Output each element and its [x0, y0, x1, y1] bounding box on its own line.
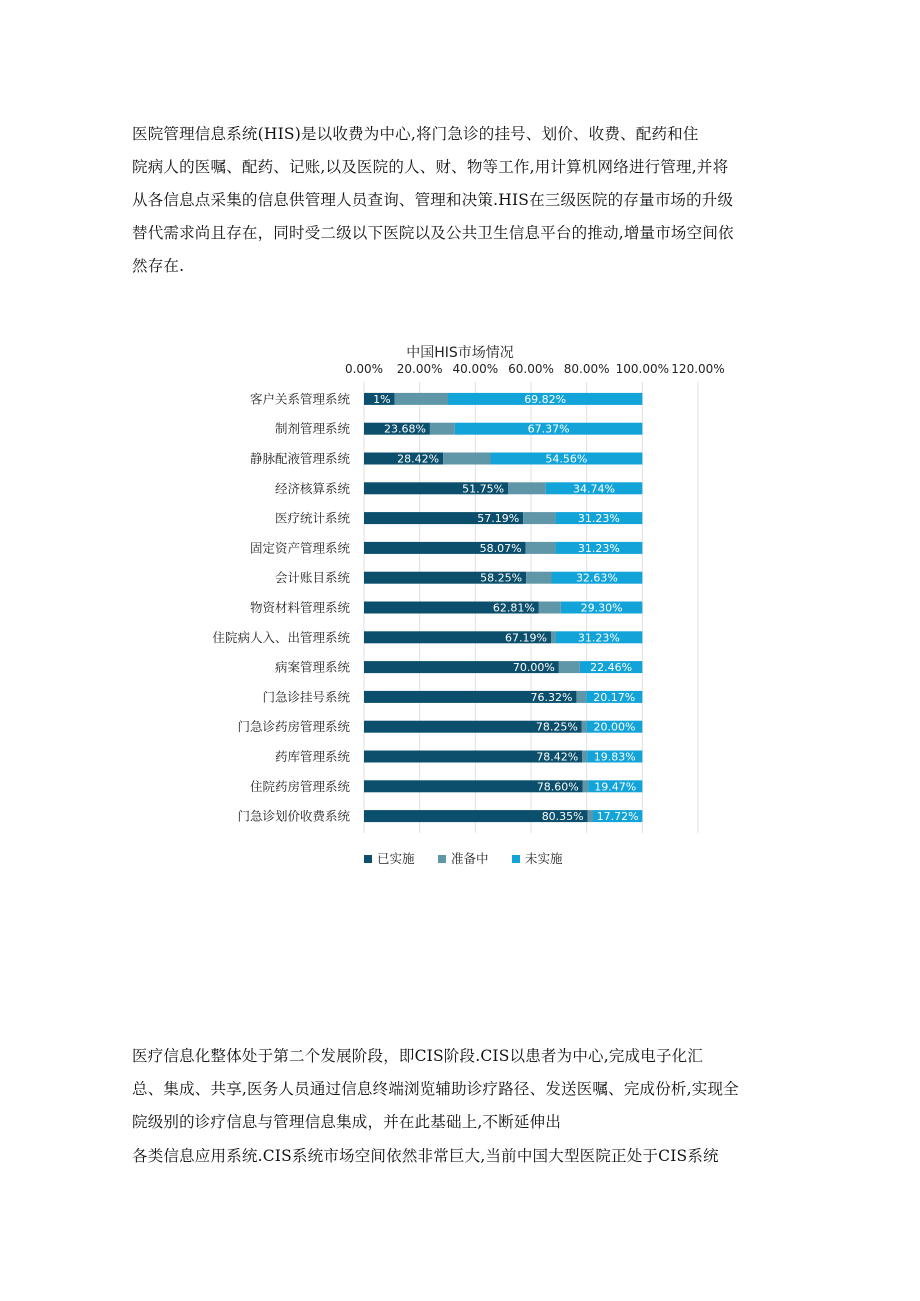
category-label: 经济核算系统 [274, 480, 350, 496]
data-label: 31.23% [577, 541, 620, 555]
bar-segment [526, 572, 551, 584]
data-label: 58.07% [479, 541, 522, 555]
data-label: 19.47% [594, 780, 637, 794]
x-tick-label: 60.00% [508, 362, 554, 376]
paragraph-cis-stage: 医疗信息化整体处于第二个发展阶段，即CIS阶段.CIS以患者为中心,完成电子化汇 总、集成、共享,医务人员通过信息终端浏览辅助诊疗路径、发送医嘱、完成份析,实现全 院级别的诊疗信息与管理信息集成，并在此基础上,不断延伸出 [132, 1047, 739, 1131]
category-label: 住院药房管理系统 [249, 778, 350, 794]
data-label: 69.82% [524, 392, 567, 406]
x-tick-label: 40.00% [452, 362, 499, 376]
data-label: 19.83% [593, 750, 636, 764]
data-label: 57.19% [477, 512, 520, 526]
category-label: 药库管理系统 [274, 749, 350, 764]
data-label: 17.72% [596, 810, 639, 824]
his-market-chart [180, 335, 740, 880]
data-label: 67.19% [505, 631, 548, 645]
data-label: 23.68% [383, 422, 426, 436]
bar-segment [582, 721, 587, 733]
legend-label: 未实施 [525, 851, 563, 866]
legend-label: 准备中 [451, 851, 489, 866]
bar-segment [443, 453, 490, 465]
legend-swatch [512, 855, 520, 863]
category-label: 固定资产管理系统 [249, 540, 350, 556]
category-label: 门急诊挂号系统 [262, 689, 350, 705]
category-label: 住院病人入、出管理系统 [212, 629, 350, 645]
chart-title: 中国HIS市场情况 [406, 345, 514, 361]
data-label: 76.32% [530, 690, 573, 704]
category-label: 门急诊药房管理系统 [237, 719, 350, 735]
x-tick-label: 80.00% [563, 362, 610, 376]
data-label: 32.63% [575, 571, 618, 585]
data-label: 20.00% [593, 720, 636, 734]
x-tick-label: 100.00% [615, 362, 670, 376]
paragraph-cis-market: 各类信息应用系统.CIS系统市场空间依然非常巨大,当前中国大型医院正处于CIS系统 [132, 1147, 719, 1165]
data-label: 78.60% [536, 780, 579, 794]
category-label: 医疗统计系统 [274, 510, 350, 526]
data-label: 51.75% [462, 482, 505, 496]
bar-segment [551, 631, 555, 643]
category-label: 门急诊划价收费系统 [237, 808, 350, 824]
x-tick-label: 20.00% [396, 362, 443, 376]
legend-swatch [364, 855, 372, 863]
data-label: 34.74% [573, 482, 615, 496]
legend-label: 已实施 [377, 851, 415, 866]
paragraph-his-intro: 医院管理信息系统(HIS)是以收费为中心,将门急诊的挂号、划价、收费、配药和住 院病人的医嘱、配药、记账,以及医院的人、财、物等工作,用计算机网络进行管理,并将 从各信息点采集的信息供管理人员查询、管理和决策.HIS在三级医院的存量市场的升级 替代需求尚且存在，同时受二级以下医院以及公共卫生信息平台的推动,增量市场空间依 然存在. [132, 125, 734, 275]
data-label: 70.00% [512, 661, 555, 675]
category-label: 客户关系管理系统 [249, 391, 350, 407]
category-label: 制剂管理系统 [274, 421, 350, 437]
bar-segment [526, 542, 556, 554]
bar-segment [430, 423, 455, 435]
category-label: 会计账目系统 [274, 570, 350, 586]
bar-segment [508, 482, 546, 494]
data-label: 1% [373, 392, 391, 406]
data-label: 29.30% [580, 601, 623, 615]
data-label: 28.42% [397, 452, 440, 466]
data-label: 78.25% [535, 720, 578, 734]
data-label: 67.37% [527, 422, 570, 436]
bar-segment [583, 780, 588, 792]
category-label: 病案管理系统 [274, 659, 350, 675]
data-label: 78.42% [536, 750, 579, 764]
data-label: 20.17% [593, 690, 636, 704]
bar-segment [559, 661, 580, 673]
data-label: 58.25% [480, 571, 523, 585]
bar-segment [588, 810, 593, 822]
legend-swatch [438, 855, 446, 863]
category-label: 静脉配液管理系统 [249, 451, 350, 466]
bar-segment [576, 691, 586, 703]
x-tick-label: 120.00% [671, 362, 725, 376]
category-label: 物资材料管理系统 [249, 600, 350, 615]
x-tick-label: 0.00% [344, 362, 384, 376]
bar-segment [582, 751, 587, 763]
bar-segment [523, 512, 555, 524]
data-label: 80.35% [541, 810, 584, 824]
data-label: 22.46% [590, 661, 633, 675]
data-label: 31.23% [577, 631, 620, 645]
data-label: 31.23% [577, 512, 620, 526]
data-label: 54.56% [545, 452, 588, 466]
bar-segment [539, 602, 561, 614]
bar-segment [395, 393, 448, 405]
data-label: 62.81% [492, 601, 535, 615]
